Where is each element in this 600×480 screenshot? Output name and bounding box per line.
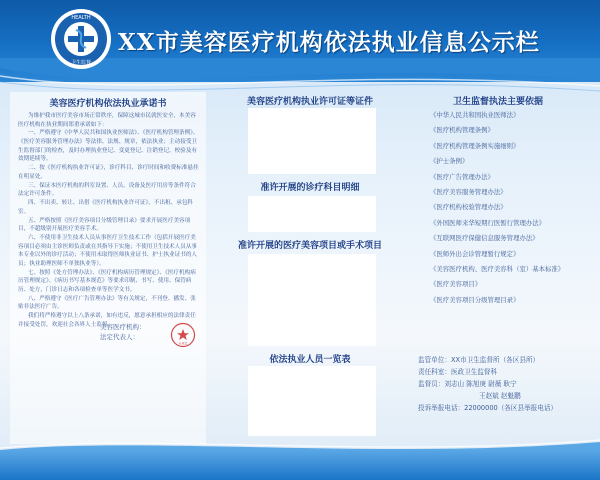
law-item: 《护士条例》	[430, 157, 469, 166]
law-item: 《医疗美容服务管理办法》	[430, 188, 507, 197]
commitment-paragraph: 二、按《医疗机构执业许可证》，诊疗科目、诊疗时间和收费标准悬挂在明显处。	[18, 165, 199, 180]
emblem-text-top: HEALTH	[71, 15, 91, 21]
projects-heading: 准许开展的医疗美容项目或手术项目	[237, 241, 382, 251]
commitment-paragraph: 六、不使用非卫生技术人员从事医疗卫生技术工作（包括开展医疗美容项目必须由主诊医师负责或在其指导下实施；不使用卫生技术人员从事本专业以外的诊疗活动；不使用未取得医师执业证书、护士执业证书的人员；执业助理医师不单独执业等）。	[18, 235, 198, 267]
supervision-contact-block	[418, 354, 598, 414]
commitment-paragraph: 一、严格遵守《中华人民共和国执业医师法》、《医疗机构管理条例》、《医疗美容服务管理办法》等法律、法规、规章，依法执业；主动接受卫生监督部门的检查，及时办理执业登记、变更登记、注销登记、校验及有效期延续等。	[18, 130, 199, 163]
supervisors-line-1: 监督员：刘志山 陈旭庚 尉薇 耿宁	[418, 380, 517, 388]
health-emblem-logo	[50, 8, 112, 70]
subjects-heading: 准许开展的诊疗科目明细	[260, 183, 360, 193]
commitment-paragraph: 五、严格按照《医疗美容项目分级管理目录》要求开展医疗美容项目，不超级别开展医疗美容手术。	[18, 217, 191, 233]
legal-basis-list	[430, 108, 598, 308]
law-item: 《医疗广告管理办法》	[430, 172, 494, 181]
staff-display-area	[248, 366, 376, 436]
stamp-text: 专用章	[178, 341, 188, 346]
footer-banner	[0, 450, 600, 480]
supervision-unit: 监管单位：XX市卫生监督所（各区县所）	[418, 356, 540, 364]
commitment-paragraph: 七、按照《处方管理办法》、《医疗机构病历管理规定》、《医疗机构病历管理规定》、《病历书写基本规范》等要求印制、书写、使用、保管病历、处方，门诊日志和各项检查单等医学文书。	[18, 269, 196, 293]
sign-rep-label: 法定代表人：	[100, 333, 139, 341]
signature-block	[100, 322, 146, 342]
commitment-paragraph: 为维护我市医疗美容市场正常秩序，保障这城市民就医安全，本美容医疗机构在执业期间郑重承诺如下：	[18, 113, 196, 128]
law-item: 《中华人民共和国执业医师法》	[430, 111, 520, 119]
law-item: 《医疗美容项目》	[430, 280, 482, 289]
commitment-paragraph: 三、保证本医疗机构的科室设置、人员、设备及医疗用房等条件符合法定许可条件。	[18, 182, 196, 198]
law-item: 《医师外出会诊管理暂行规定》	[430, 249, 520, 258]
emblem-text-bottom: 卫生监督	[70, 60, 92, 66]
supervisors-line-2: 王赵斌 赵魁鹏	[479, 392, 521, 400]
projects-display-area	[248, 254, 376, 346]
responsible-department: 责任科室：医政卫生监督科	[418, 368, 498, 376]
sign-org-label: 美容医疗机构：	[100, 323, 146, 331]
legal-basis-heading: 卫生监督执法主要依据	[452, 97, 543, 107]
license-heading: 美容医疗机构执业许可证等证件	[246, 97, 373, 107]
law-item: 《医疗机构校验管理办法》	[430, 203, 507, 212]
commitment-panel	[10, 92, 206, 444]
board-title: XX市美容医疗机构依法执业信息公示栏	[118, 29, 540, 56]
staff-heading: 依法执业人员一览表	[269, 355, 351, 365]
commitment-paragraph: 四、不出卖、转让、出借《医疗机构执业许可证》，不出租、承包科室。	[18, 200, 194, 215]
commitment-heading: 美容医疗机构依法执业承诺书	[49, 99, 167, 109]
law-item: 《美容医疗机构、医疗美容科（室）基本标准》	[430, 265, 565, 274]
law-item: 《医疗美容项目分级管理目录》	[430, 295, 520, 304]
law-item: 《医疗机构管理条例实施细则》	[430, 141, 520, 150]
subjects-display-area	[248, 196, 376, 232]
complaint-hotline: 投诉举报电话：22000000（各区县举报电话）	[418, 404, 558, 412]
official-stamp-icon	[170, 322, 196, 348]
commitment-paragraph: 我们将严格遵守以上八条承诺，如有违反，愿意承担相应的法律责任并接受处罚，欢迎社会各界人士监督。	[18, 313, 196, 328]
license-display-area	[248, 108, 376, 174]
law-item: 《医疗机构管理条例》	[430, 126, 494, 135]
commitment-list	[18, 112, 200, 330]
law-item: 《互联网医疗保健信息服务管理办法》	[430, 234, 539, 243]
commitment-paragraph: 八、严格遵守《医疗广告管理办法》等有关规定，不刊登、播发、张贴非法医疗广告。	[18, 295, 196, 311]
law-item: 《外国医师来华短期行医暂行管理办法》	[430, 218, 546, 227]
